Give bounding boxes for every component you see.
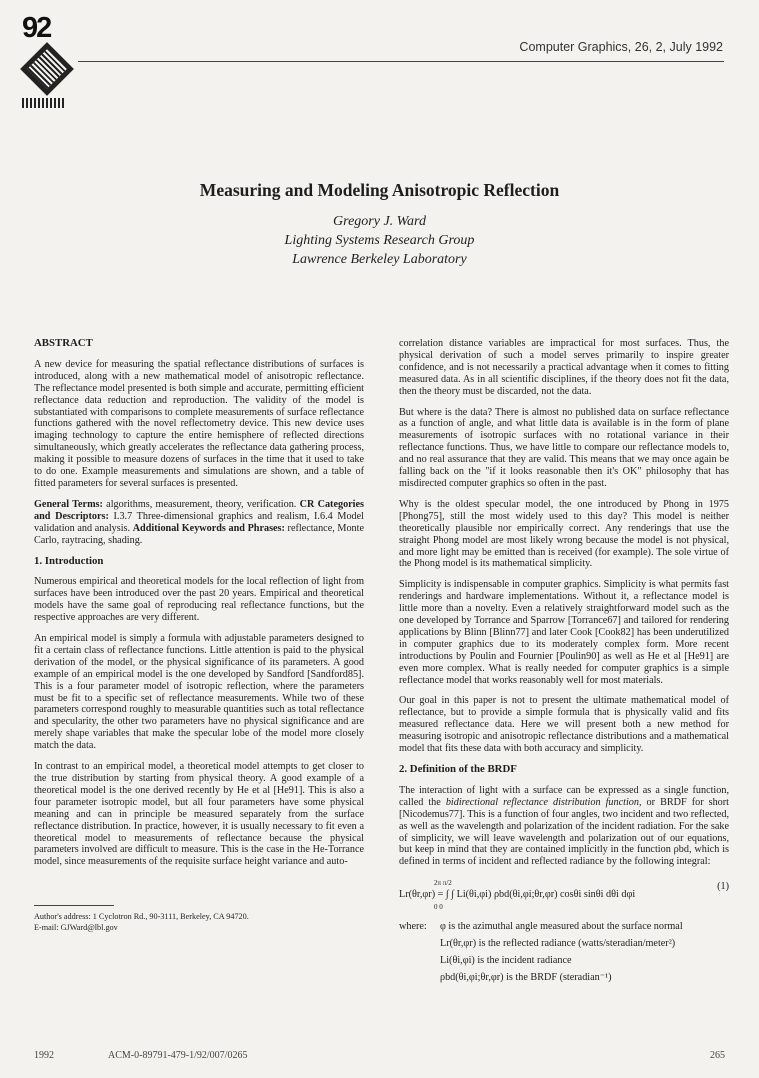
intro-heading: 1. Introduction (34, 554, 104, 567)
intro-paragraph: An empirical model is simply a formula with adjustable parameters designed to fit a certain class of reflectance functions. Little attention is paid to the physical derivation of the model, or the physical significance of its parameters. A good example of an empirical model is the one developed by Sandford [Sandford85]. This is a four parameter model of isotropic reflection, where the parameters must be fit to a specific set of reflectance measurements. While two of these parameters correspond roughly to measurable quantities such as total reflectance and specularity, the other two parameters have no physical significance and are merely shape variables that make the specular lobe of the model more closely match the data. (34, 633, 364, 752)
footer-year: 1992 (34, 1050, 54, 1061)
author-affiliation-group: Lighting Systems Research Group (284, 233, 475, 248)
footer-acm-code: ACM-0-89791-479-1/92/007/0265 (108, 1050, 248, 1061)
right-column (399, 338, 729, 989)
author-email: E-mail: GJWard@lbl.gov (34, 922, 118, 932)
keywords-paragraph (34, 499, 364, 547)
footnote-rule (34, 905, 114, 906)
body-paragraph: correlation distance variables are impractical for most surfaces. Thus, the physical derivation of such a model serves primarily to inspire greater confidence, and is not necessarily a practical advantage when it comes to fitting measured data. As in all scientific disciplines, if the theory does not fit the data, then the theory must be discarded, not the data. (399, 338, 729, 397)
keywords: reflectance, Monte Carlo, raytracing, shading. (34, 522, 364, 546)
brdf-heading: 2. Definition of the BRDF (399, 763, 517, 775)
body-paragraph: Our goal in this paper is not to present the ultimate mathematical model of reflectance, but to provide a simple formula that is physically valid and fits measured reflectance data. Here we will present both a new method for measuring isotropic and anisotropic reflectance distributions and a mathematical model that fits these data with both accuracy and simplicity. (399, 695, 729, 755)
brdf-paragraph: The interaction of light with a surface can be expressed as a single function, called the bidirectional reflectance distribution function, or BRDF for short [Nicodemus77]. This is a function of four angles, two incident and two reflected, as well as the wavelength and polarization of the incident radiation. For the sake of simplicity, we will leave wavelength and polarization out of our equations, but keep in mind that they are contained implicitly in the function ρbd, which is defined in terms of incident and reflected radiance by the following integral: (399, 784, 730, 868)
integral-upper-limits: 2π π/2 (434, 879, 452, 888)
where-item: ρbd(θi,φi;θr,φr) is the BRDF (steradian⁻¹) (440, 971, 612, 983)
intro-paragraph: In contrast to an empirical model, a theoretical model attempts to get closer to the true distribution by starting from physical theory. A good example of a theoretical model is the one derived recently by He et al [He91]. This is also a four parameter isotropic model, but all four parameters have some physical meaning and can in principle be measured separately from the surface reflectance distribution. In practice, however, it is usually necessary to fit even a theoretical model to measurements of reflectance because the physical parameters involved are difficult to measure. This is the case in the He-Torrance model, since measurements of the requisite surface height variance and auto- (34, 761, 364, 868)
conference-logo (22, 14, 70, 104)
cr-label: CR Categories and Descriptors: (34, 498, 364, 522)
equation-body: Lr(θr,φr) = ∫ ∫ Li(θi,φi) ρbd(θi,φi;θr,φr) cosθi sinθi dθi dφi (399, 889, 636, 901)
journal-citation: Computer Graphics, 26, 2, July 1992 (519, 40, 723, 54)
author-affiliation-lab: Lawrence Berkeley Laboratory (292, 252, 467, 267)
general-terms-label: General Terms: (34, 498, 103, 510)
where-list (399, 921, 729, 984)
left-column (34, 338, 364, 877)
body-paragraph: Why is the oldest specular model, the one introduced by Phong in 1975 [Phong75], still the most widely used to this day? This model is neither theoretically plausible nor empirically correct. Any renderings that use the straight Phong model are most likely wrong because the model is not physical, and more light may be emitted than is received (for example). The sole virtue of the Phong model is its mathematical simplicity. (399, 498, 729, 570)
footnote (34, 912, 364, 933)
logo-diamond-icon (20, 42, 74, 96)
where-label: where: (399, 921, 427, 933)
page-number: 265 (710, 1050, 725, 1061)
body-paragraph: Simplicity is indispensable in computer graphics. Simplicity is what permits fast renderings and hardware implementations. Without it, a reflectance model is little more than a novelty. Even a relatively straightforward model such as the one developed by Torrance and Sparrow [Torrance67] and tailored for rendering applications by Blinn [Blinn77] and later Cook [Cook82] has been underutilized in computer graphics due to its moderately complex form. More recent introductions by Poulin and Fournier [Poulin90] as well as He et al [He91] are even more complex. What is really needed for computer graphics is a simple reflectance model that works reasonably well for most materials. (399, 579, 729, 686)
abstract-heading: ABSTRACT (34, 337, 93, 349)
logo-hatch-icon (22, 98, 64, 108)
header-rule (78, 61, 724, 62)
equation-number: (1) (717, 881, 729, 893)
paper-title: Measuring and Modeling Anisotropic Reflection (199, 180, 560, 200)
equation-1 (399, 877, 729, 913)
where-item: φ is the azimuthal angle measured about the surface normal (440, 921, 683, 933)
where-item: Lr(θr,φr) is the reflected radiance (watts/steradian/meter²) (440, 938, 676, 950)
brdf-term: bidirectional reflectance distribution function (445, 796, 639, 808)
where-item: Li(θi,φi) is the incident radiance (440, 955, 572, 967)
general-terms: algorithms, measurement, theory, verification. (102, 498, 300, 510)
keywords-label: Additional Keywords and Phrases: (132, 522, 285, 534)
logo-number: 92 (22, 12, 51, 44)
integral-lower-limits: 0 0 (434, 903, 443, 912)
body-paragraph: But where is the data? There is almost no published data on surface reflectance as a function of angle, and what little data is available is in the form of plane measurements of isotropic surfaces with no rotational variance in their reflectance functions. Thus, we have little to compare our reflectance models to, and no real assurance that they are valid. This means that we may once again be falling back on the "if it looks reasonable then it's OK" philosophy that has misdirected computer graphics so often in the past. (399, 406, 729, 489)
author-name: Gregory J. Ward (333, 214, 426, 229)
abstract-text: A new device for measuring the spatial reflectance distributions of surfaces is introduced, along with a new mathematical model of anisotropic reflectance. The reflectance model presented is both simple and accurate, permitting efficient reflectance data reduction and reproduction. The validity of the model is substantiated with comparisons to complete measurements of surface reflectance functions gathered with the novel reflectometry device. This new device uses imaging technology to capture the entire hemisphere of reflected directions simultaneously, which greatly accelerates the reflectance data gathering process, making it possible to measure dozens of surfaces in the time that it used to take to do one. Example measurements and simulations are shown, and a table of fitted parameters for several surfaces is presented. (34, 358, 364, 489)
intro-paragraph: Numerous empirical and theoretical models for the local reflection of light from surfaces have been introduced over the past 20 years. Empirical and theoretical models have the same goal of reproducing real reflectance functions, but the respective approaches are very different. (34, 576, 364, 624)
cr-categories: I.3.7 Three-dimensional graphics and realism, I.6.4 Model validation and analysis. (34, 510, 364, 534)
author-address: Author's address: 1 Cyclotron Rd., 90-3111, Berkeley, CA 94720. (34, 912, 249, 921)
